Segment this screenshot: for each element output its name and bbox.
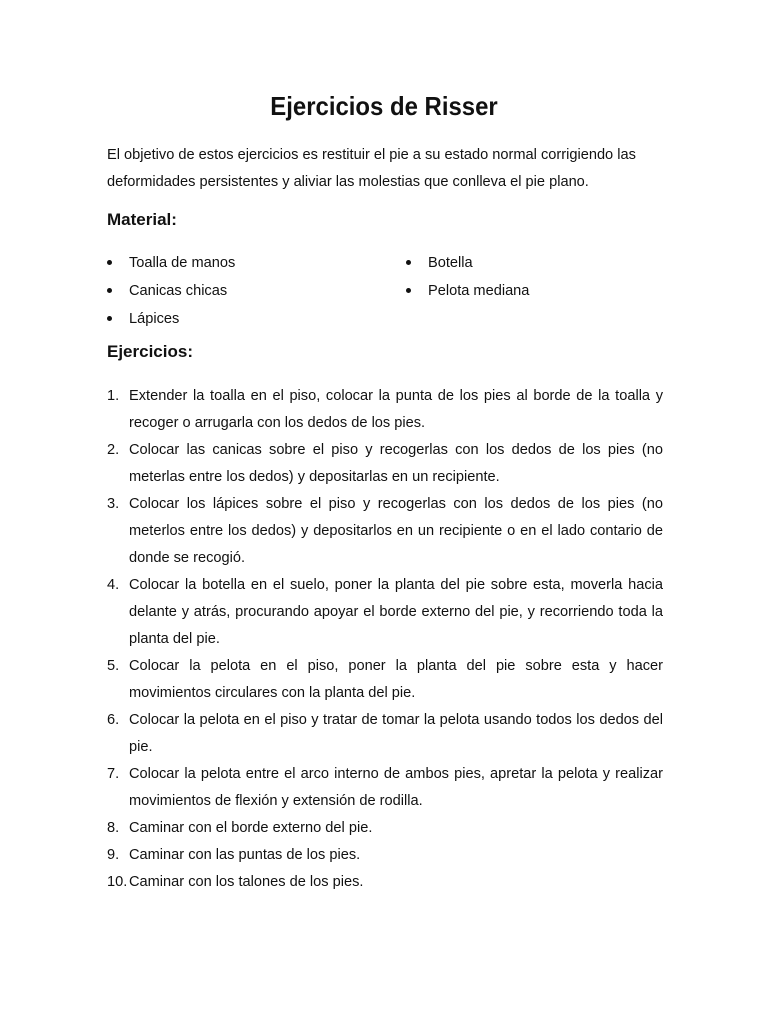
material-item: Botella xyxy=(406,249,529,277)
material-list-right xyxy=(406,249,529,305)
ejercicios-heading: Ejercicios: xyxy=(107,342,193,361)
exercise-text: Caminar con las puntas de los pies. xyxy=(129,847,361,863)
exercise-item xyxy=(107,653,663,707)
exercise-item xyxy=(107,491,663,572)
exercise-text: Caminar con el borde externo del pie. xyxy=(129,820,373,836)
exercise-number: 2. xyxy=(107,442,120,458)
page-title: Ejercicios de Risser xyxy=(270,91,498,121)
exercise-number: 9. xyxy=(107,847,120,863)
exercise-list xyxy=(107,383,663,896)
material-item: Pelota mediana xyxy=(406,277,529,305)
exercise-item xyxy=(107,383,663,437)
exercise-item xyxy=(107,761,663,815)
exercise-number: 3. xyxy=(107,496,120,512)
material-item: Canicas chicas xyxy=(107,277,235,305)
material-item: Toalla de manos xyxy=(107,249,235,277)
exercise-text: Colocar la pelota en el piso, poner la planta del pie sobre esta y hacer movimientos circulares con la planta del pie. xyxy=(129,658,663,701)
intro-paragraph xyxy=(107,142,667,196)
intro-line-2: deformidades persistentes y aliviar las molestias que conlleva el pie plano. xyxy=(107,174,589,190)
exercise-text: Colocar la pelota entre el arco interno de ambos pies, apretar la pelota y realizar movimientos de flexión y extensión de rodilla. xyxy=(129,766,663,809)
material-heading: Material: xyxy=(107,210,177,229)
exercise-number: 6. xyxy=(107,712,120,728)
exercise-text: Colocar las canicas sobre el piso y recogerlas con los dedos de los pies (no meterlas entre los dedos) y depositarlas en un recipiente. xyxy=(129,442,663,485)
material-list-left xyxy=(107,249,235,333)
exercise-text: Colocar la pelota en el piso y tratar de tomar la pelota usando todos los dedos del pie. xyxy=(129,712,663,755)
exercise-number: 7. xyxy=(107,766,120,782)
exercise-text: Caminar con los talones de los pies. xyxy=(129,874,364,890)
exercise-number: 8. xyxy=(107,820,120,836)
exercise-text: Colocar los lápices sobre el piso y recogerlas con los dedos de los pies (no meterlos entre los dedos) y depositarlos en un recipiente o en el lado contario de donde se recogió. xyxy=(129,496,663,566)
exercise-number: 10. xyxy=(107,874,128,890)
exercise-number: 1. xyxy=(107,388,120,404)
exercise-item xyxy=(107,437,663,491)
exercise-text: Colocar la botella en el suelo, poner la planta del pie sobre esta, moverla hacia delante y atrás, procurando apoyar el borde externo del pie, y recorriendo toda la planta del pie. xyxy=(129,577,663,647)
exercise-item xyxy=(107,869,663,896)
material-item: Lápices xyxy=(107,305,235,333)
exercise-text: Extender la toalla en el piso, colocar la punta de los pies al borde de la toalla y recoger o arrugarla con los dedos de los pies. xyxy=(129,388,663,431)
exercise-item xyxy=(107,842,663,869)
exercise-item xyxy=(107,707,663,761)
exercise-item xyxy=(107,815,663,842)
exercise-number: 5. xyxy=(107,658,120,674)
intro-line-1: El objetivo de estos ejercicios es restituir el pie a su estado normal corrigiendo las xyxy=(107,147,636,163)
exercise-number: 4. xyxy=(107,577,120,593)
exercise-item xyxy=(107,572,663,653)
